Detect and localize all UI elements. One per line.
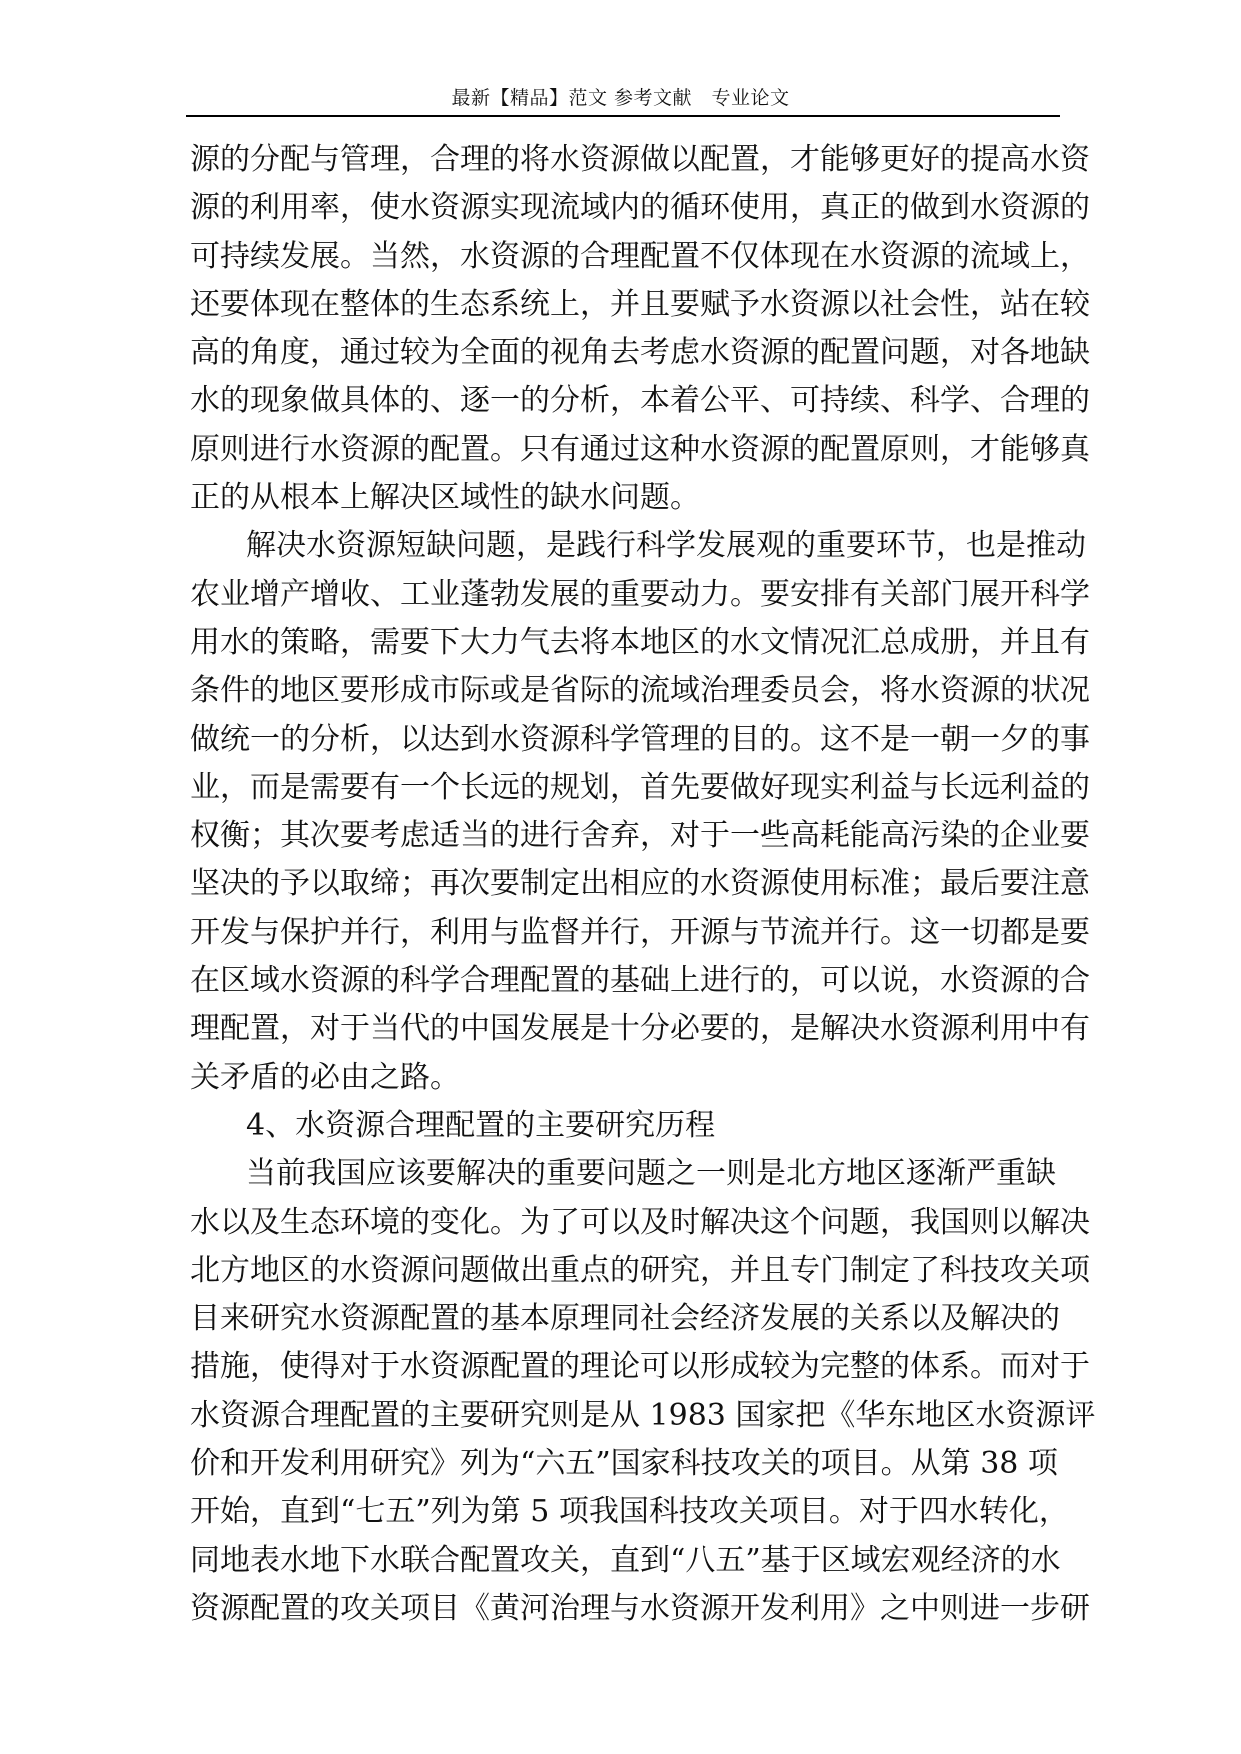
text-line: 水以及生态环境的变化。为了可以及时解决这个问题，我国则以解决 <box>190 1204 1090 1240</box>
text-line: 做统一的分析，以达到水资源科学管理的目的。这不是一朝一夕的事 <box>190 721 1090 757</box>
text-line: 同地表水地下水联合配置攻关，直到“八五”基于区域宏观经济的水 <box>190 1542 1061 1578</box>
text-line: 北方地区的水资源问题做出重点的研究，并且专门制定了科技攻关项 <box>190 1252 1090 1288</box>
text-line: 农业增产增收、工业蓬勃发展的重要动力。要安排有关部门展开科学 <box>190 576 1090 612</box>
text-line: 源的分配与管理，合理的将水资源做以配置，才能够更好的提高水资 <box>190 142 1090 177</box>
text-line: 可持续发展。当然，水资源的合理配置不仅体现在水资源的流域上， <box>190 238 1090 274</box>
text-line: 在区域水资源的科学合理配置的基础上进行的，可以说，水资源的合 <box>190 963 1090 999</box>
text-line: 正的从根本上解决区域性的缺水问题。 <box>190 480 700 516</box>
text-line: 当前我国应该要解决的重要问题之一则是北方地区逐渐严重缺 <box>246 1156 1056 1192</box>
text-line: 解决水资源短缺问题，是践行科学发展观的重要环节，也是推动 <box>246 528 1086 564</box>
text-line: 权衡；其次要考虑适当的进行舍弃，对于一些高耗能高污染的企业要 <box>190 818 1090 854</box>
text-line: 水的现象做具体的、逐一的分析，本着公平、可持续、科学、合理的 <box>190 383 1090 419</box>
text-line: 水资源合理配置的主要研究则是从 1983 国家把《华东地区水资源评 <box>190 1397 1096 1433</box>
text-line: 措施，使得对于水资源配置的理论可以形成较为完整的体系。而对于 <box>190 1349 1090 1385</box>
document-body <box>190 136 1096 1633</box>
text-line: 关矛盾的必由之路。 <box>190 1059 460 1095</box>
text-line: 价和开发利用研究》列为“六五”国家科技攻关的项目。从第 38 项 <box>190 1446 1058 1482</box>
text-line: 条件的地区要形成市际或是省际的流域治理委员会，将水资源的状况 <box>190 673 1090 709</box>
text-line: 原则进行水资源的配置。只有通过这种水资源的配置原则，才能够真 <box>190 431 1090 467</box>
text-line: 业，而是需要有一个长远的规划，首先要做好现实利益与长远利益的 <box>190 769 1090 805</box>
text-line: 4、水资源合理配置的主要研究历程 <box>246 1107 716 1143</box>
text-line: 还要体现在整体的生态系统上，并且要赋予水资源以社会性，站在较 <box>190 286 1090 322</box>
text-line: 源的利用率，使水资源实现流域内的循环使用，真正的做到水资源的 <box>190 190 1090 226</box>
text-line: 理配置，对于当代的中国发展是十分必要的，是解决水资源利用中有 <box>190 1011 1090 1047</box>
text-line: 资源配置的攻关项目《黄河治理与水资源开发利用》之中则进一步研 <box>190 1590 1090 1626</box>
text-line: 开发与保护并行，利用与监督并行，开源与节流并行。这一切都是要 <box>190 914 1090 950</box>
page-header: 最新【精品】范文 参考文献 专业论文 <box>451 87 790 109</box>
text-line: 用水的策略，需要下大力气去将本地区的水文情况汇总成册，并且有 <box>190 624 1090 660</box>
text-line: 目来研究水资源配置的基本原理同社会经济发展的关系以及解决的 <box>190 1301 1060 1337</box>
text-line: 坚决的予以取缔；再次要制定出相应的水资源使用标准；最后要注意 <box>190 866 1090 902</box>
text-line: 高的角度，通过较为全面的视角去考虑水资源的配置问题，对各地缺 <box>190 335 1090 371</box>
text-line: 开始，直到“七五”列为第 5 项我国科技攻关项目。对于四水转化， <box>190 1494 1069 1530</box>
header-divider <box>186 115 1060 117</box>
